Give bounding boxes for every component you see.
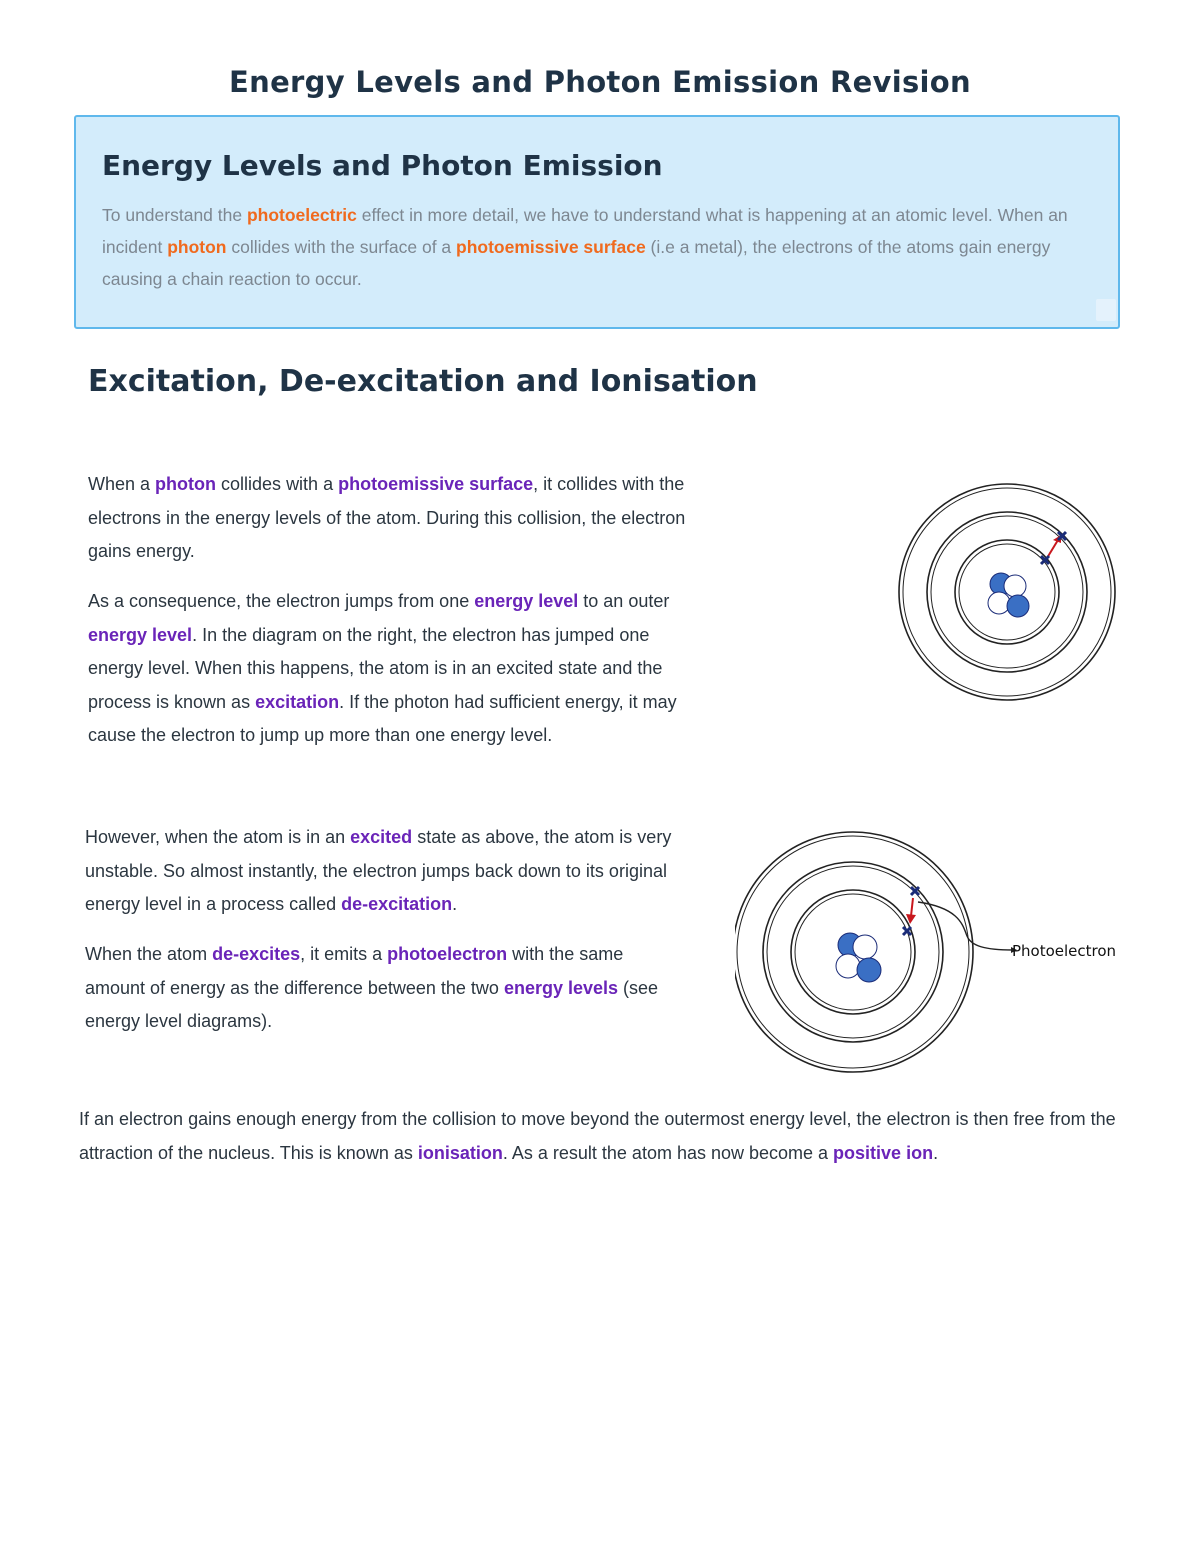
- electron-outer: [911, 887, 919, 895]
- expand-icon[interactable]: [1096, 299, 1116, 321]
- excitation-atom-diagram: [895, 480, 1120, 705]
- paragraph-photoelectron: When the atom de-excites, it emits a photoelectron with the same amount of energy as the difference between the two energy levels (see energy level diagrams).: [85, 944, 659, 1031]
- photoelectron-label: Photoelectron: [1012, 942, 1117, 960]
- excitation-arrow: [1047, 540, 1058, 558]
- nucleus: [836, 933, 881, 982]
- page-title: Energy Levels and Photon Emission Revision: [229, 65, 971, 100]
- term-positive-ion[interactable]: positive ion: [833, 1142, 934, 1163]
- intro-heading: Energy Levels and Photon Emission: [102, 149, 663, 182]
- section-heading: Excitation, De-excitation and Ionisation: [88, 364, 758, 399]
- paragraph-excitation: As a consequence, the electron jumps from one energy level to an outer energy level. In the diagram on the right, the electron has jumped one energy level. When this happens, the atom is in an excited state and the process is known as excitation. If the photon had sufficient energy, it may cause the electron to jump up more than one energy level.: [88, 591, 677, 745]
- term-photoelectron[interactable]: photoelectron: [387, 944, 508, 964]
- term-energy-level[interactable]: energy level: [474, 591, 579, 611]
- term-photon[interactable]: photon: [167, 237, 227, 257]
- term-photoemissive-surface[interactable]: photoemissive surface: [456, 237, 646, 257]
- term-photon[interactable]: photon: [155, 474, 217, 494]
- term-photoelectric[interactable]: photoelectric: [246, 205, 357, 225]
- term-excited[interactable]: excited: [350, 827, 413, 847]
- paragraph-ionisation: If an electron gains enough energy from the collision to move beyond the outermost energy level, the electron is then free from the attraction of the nucleus. This is known as ionisation. As a result the atom has now become a positive ion.: [79, 1109, 1116, 1163]
- paragraph-de-excitation: However, when the atom is in an excited state as above, the atom is very unstable. So almost instantly, the electron jumps back down to its original energy level in a process called de-excitation.: [85, 827, 672, 914]
- intro-text: To understand the photoelectric effect in more detail, we have to understand what is happening at an atomic level. When an incident photon collides with the surface of a photoemissive surface (i.e a metal), the electrons of the atoms gain energy causing a chain reaction to occur.: [102, 205, 1068, 289]
- nucleus: [988, 573, 1029, 617]
- term-energy-level[interactable]: energy level: [88, 624, 193, 645]
- term-excitation[interactable]: excitation: [255, 691, 340, 712]
- term-energy-levels[interactable]: energy levels: [503, 977, 619, 998]
- term-de-excitation[interactable]: de-excitation: [341, 894, 453, 914]
- paragraph-collision: When a photon collides with a photoemissive surface, it collides with the electrons in the energy levels of the atom. During this collision, the electron gains energy.: [88, 474, 686, 561]
- de-excitation-atom-diagram: [735, 828, 1125, 1076]
- term-de-excites[interactable]: de-excites: [212, 944, 301, 964]
- term-ionisation[interactable]: ionisation: [417, 1142, 503, 1163]
- term-photoemissive-surface[interactable]: photoemissive surface: [338, 474, 534, 494]
- intro-callout: [74, 115, 1120, 329]
- electron-inner: [903, 927, 911, 935]
- de-excitation-arrow: [911, 898, 913, 916]
